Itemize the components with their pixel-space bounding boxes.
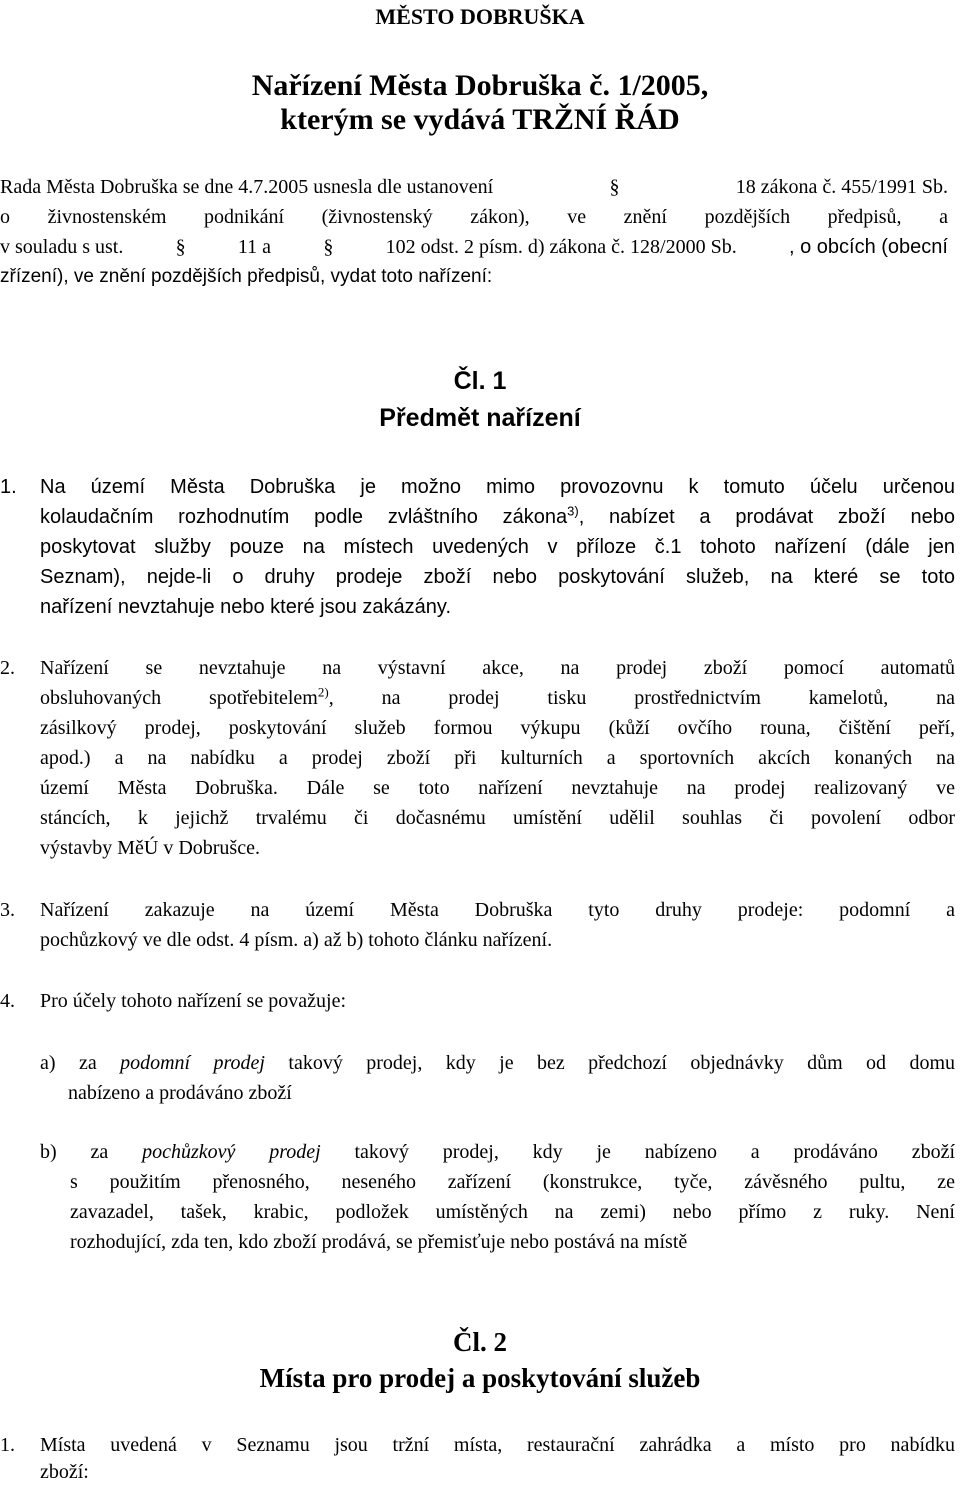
article1-p1-line2-b: , nabízet a prodávat zboží nebo — [578, 506, 955, 528]
article1-p1-line1: Na území Města Dobruška je možno mimo provozovnu k tomuto účelu určenou — [40, 476, 955, 498]
article1-p3-number: 3. — [0, 899, 15, 921]
preamble-line3-d: , o obcích (obecní — [788, 236, 948, 258]
article1-subheading: Předmět nařízení — [379, 404, 581, 432]
definition-a-text: takový prodej, kdy je bez předchozí objednávky dům od domu — [288, 1052, 956, 1074]
footnote-ref-2: 2) — [317, 684, 329, 700]
article2-p1-line1: Místa uvedená v Seznamu jsou tržní místa, restaurační zahrádka a místo pro nabídku — [40, 1434, 955, 1456]
article1-p2-number: 2. — [0, 657, 15, 679]
preamble-line4: zřízení), ve znění pozdějších předpisů, vydat toto nařízení: — [0, 266, 493, 287]
document-title-line1: Nařízení Města Dobruška č. 1/2005, — [251, 69, 709, 102]
article1-p1-number: 1. — [0, 476, 17, 498]
document-title-line2: kterým se vydává TRŽNÍ ŘÁD — [280, 103, 680, 136]
article1-p2-line1: Nařízení se nevztahuje na výstavní akce, na prodej zboží pomocí automatů — [40, 657, 955, 679]
article1-p1-line3: poskytovat služby pouze na místech uvedených v příloze č.1 tohoto nařízení (dále jen — [40, 536, 955, 558]
definition-a-line2: nabízeno a prodáváno zboží — [68, 1082, 292, 1104]
article1-p1-line4: Seznam), nejde-li o druhy prodeje zboží nebo poskytování služeb, na které se toto — [40, 566, 955, 588]
definition-b-line4: rozhodující, zda ten, kdo zboží prodává, se přemisťuje nebo postává na místě — [70, 1231, 688, 1253]
definition-a-line1 — [40, 1051, 955, 1075]
article1-p2-line2 — [40, 686, 955, 710]
article1-p2-line5: území Města Dobruška. Dále se toto nařízení nevztahuje na prodej realizovaný ve — [40, 777, 955, 799]
preamble-line1 — [0, 175, 948, 199]
definition-a-term: podomní prodej — [120, 1052, 265, 1074]
preamble-line2: o živnostenském podnikání (živnostenský zákon), ve znění pozdějších předpisů, a — [0, 206, 948, 228]
preamble-line3-b: 11 a — [237, 236, 272, 258]
definition-b-text: takový prodej, kdy je nabízeno a prodáváno zboží — [354, 1141, 956, 1163]
article1-p2-line2-a: obsluhovaných spotřebitelem — [40, 687, 318, 709]
article1-p2-line3: zásilkový prodej, poskytování služeb formou výkupu (kůží ovčího rouna, čištění peří, — [40, 717, 955, 739]
section-sign: § — [609, 176, 620, 198]
definition-b-line3: zavazadel, tašek, krabic, podložek umístěných na zemi) nebo přímo z ruky. Není — [70, 1201, 955, 1223]
preamble-line1-text: Rada Města Dobruška se dne 4.7.2005 usnesla dle ustanovení — [0, 176, 494, 198]
preamble-line3 — [0, 235, 948, 259]
article1-p3-line1: Nařízení zakazuje na území Města Dobruška tyto druhy prodeje: podomní a — [40, 899, 955, 921]
article1-p1-line2 — [40, 505, 955, 529]
city-heading: MĚSTO DOBRUŠKA — [375, 4, 585, 29]
article1-p1-line2-a: kolaudačním rozhodnutím podle zvláštního zákona — [40, 506, 568, 528]
article2-p1-number: 1. — [0, 1434, 15, 1456]
definition-b-line1 — [40, 1140, 955, 1164]
definition-b-label: b) za — [40, 1141, 109, 1163]
article1-p2-line4: apod.) a na nabídku a prodej zboží při kulturních a sportovních akcích konaných na — [40, 747, 955, 769]
footnote-ref-3: 3) — [567, 503, 579, 519]
article1-p3-line2: pochůzkový ve dle odst. 4 písm. a) až b) tohoto článku nařízení. — [40, 929, 553, 951]
article1-p4-line1: Pro účely tohoto nařízení se považuje: — [40, 990, 347, 1012]
article2-p1-line2: zboží: — [40, 1461, 89, 1483]
article1-p4-number: 4. — [0, 990, 15, 1012]
section-sign: § — [323, 236, 334, 258]
article1-p2-line6: stáncích, k jejichž trvalému či dočasnému umístění udělil souhlas či povolení odbor — [40, 807, 955, 829]
article1-p2-line7: výstavby MěÚ v Dobrušce. — [40, 837, 260, 859]
preamble-line3-a: v souladu s ust. — [0, 236, 124, 258]
preamble-line3-c: 102 odst. 2 písm. d) zákona č. 128/2000 Sb. — [385, 236, 737, 258]
article2-heading: Čl. 2 — [453, 1327, 507, 1357]
definition-a-label: a) za — [40, 1052, 97, 1074]
article2-subheading: Místa pro prodej a poskytování služeb — [259, 1363, 701, 1393]
article1-p2-line2-b: , na prodej tisku prostřednictvím kamelotů, na — [328, 687, 956, 709]
article1-p1-line5: nařízení nevztahuje nebo které jsou zakázány. — [40, 596, 451, 618]
definition-b-line2: s použitím přenosného, neseného zařízení (konstrukce, tyče, závěsného pultu, ze — [70, 1171, 955, 1193]
article1-heading: Čl. 1 — [453, 367, 507, 395]
preamble-line1-end: 18 zákona č. 455/1991 Sb. — [735, 176, 948, 198]
definition-b-term: pochůzkový prodej — [142, 1141, 321, 1163]
section-sign: § — [175, 236, 186, 258]
